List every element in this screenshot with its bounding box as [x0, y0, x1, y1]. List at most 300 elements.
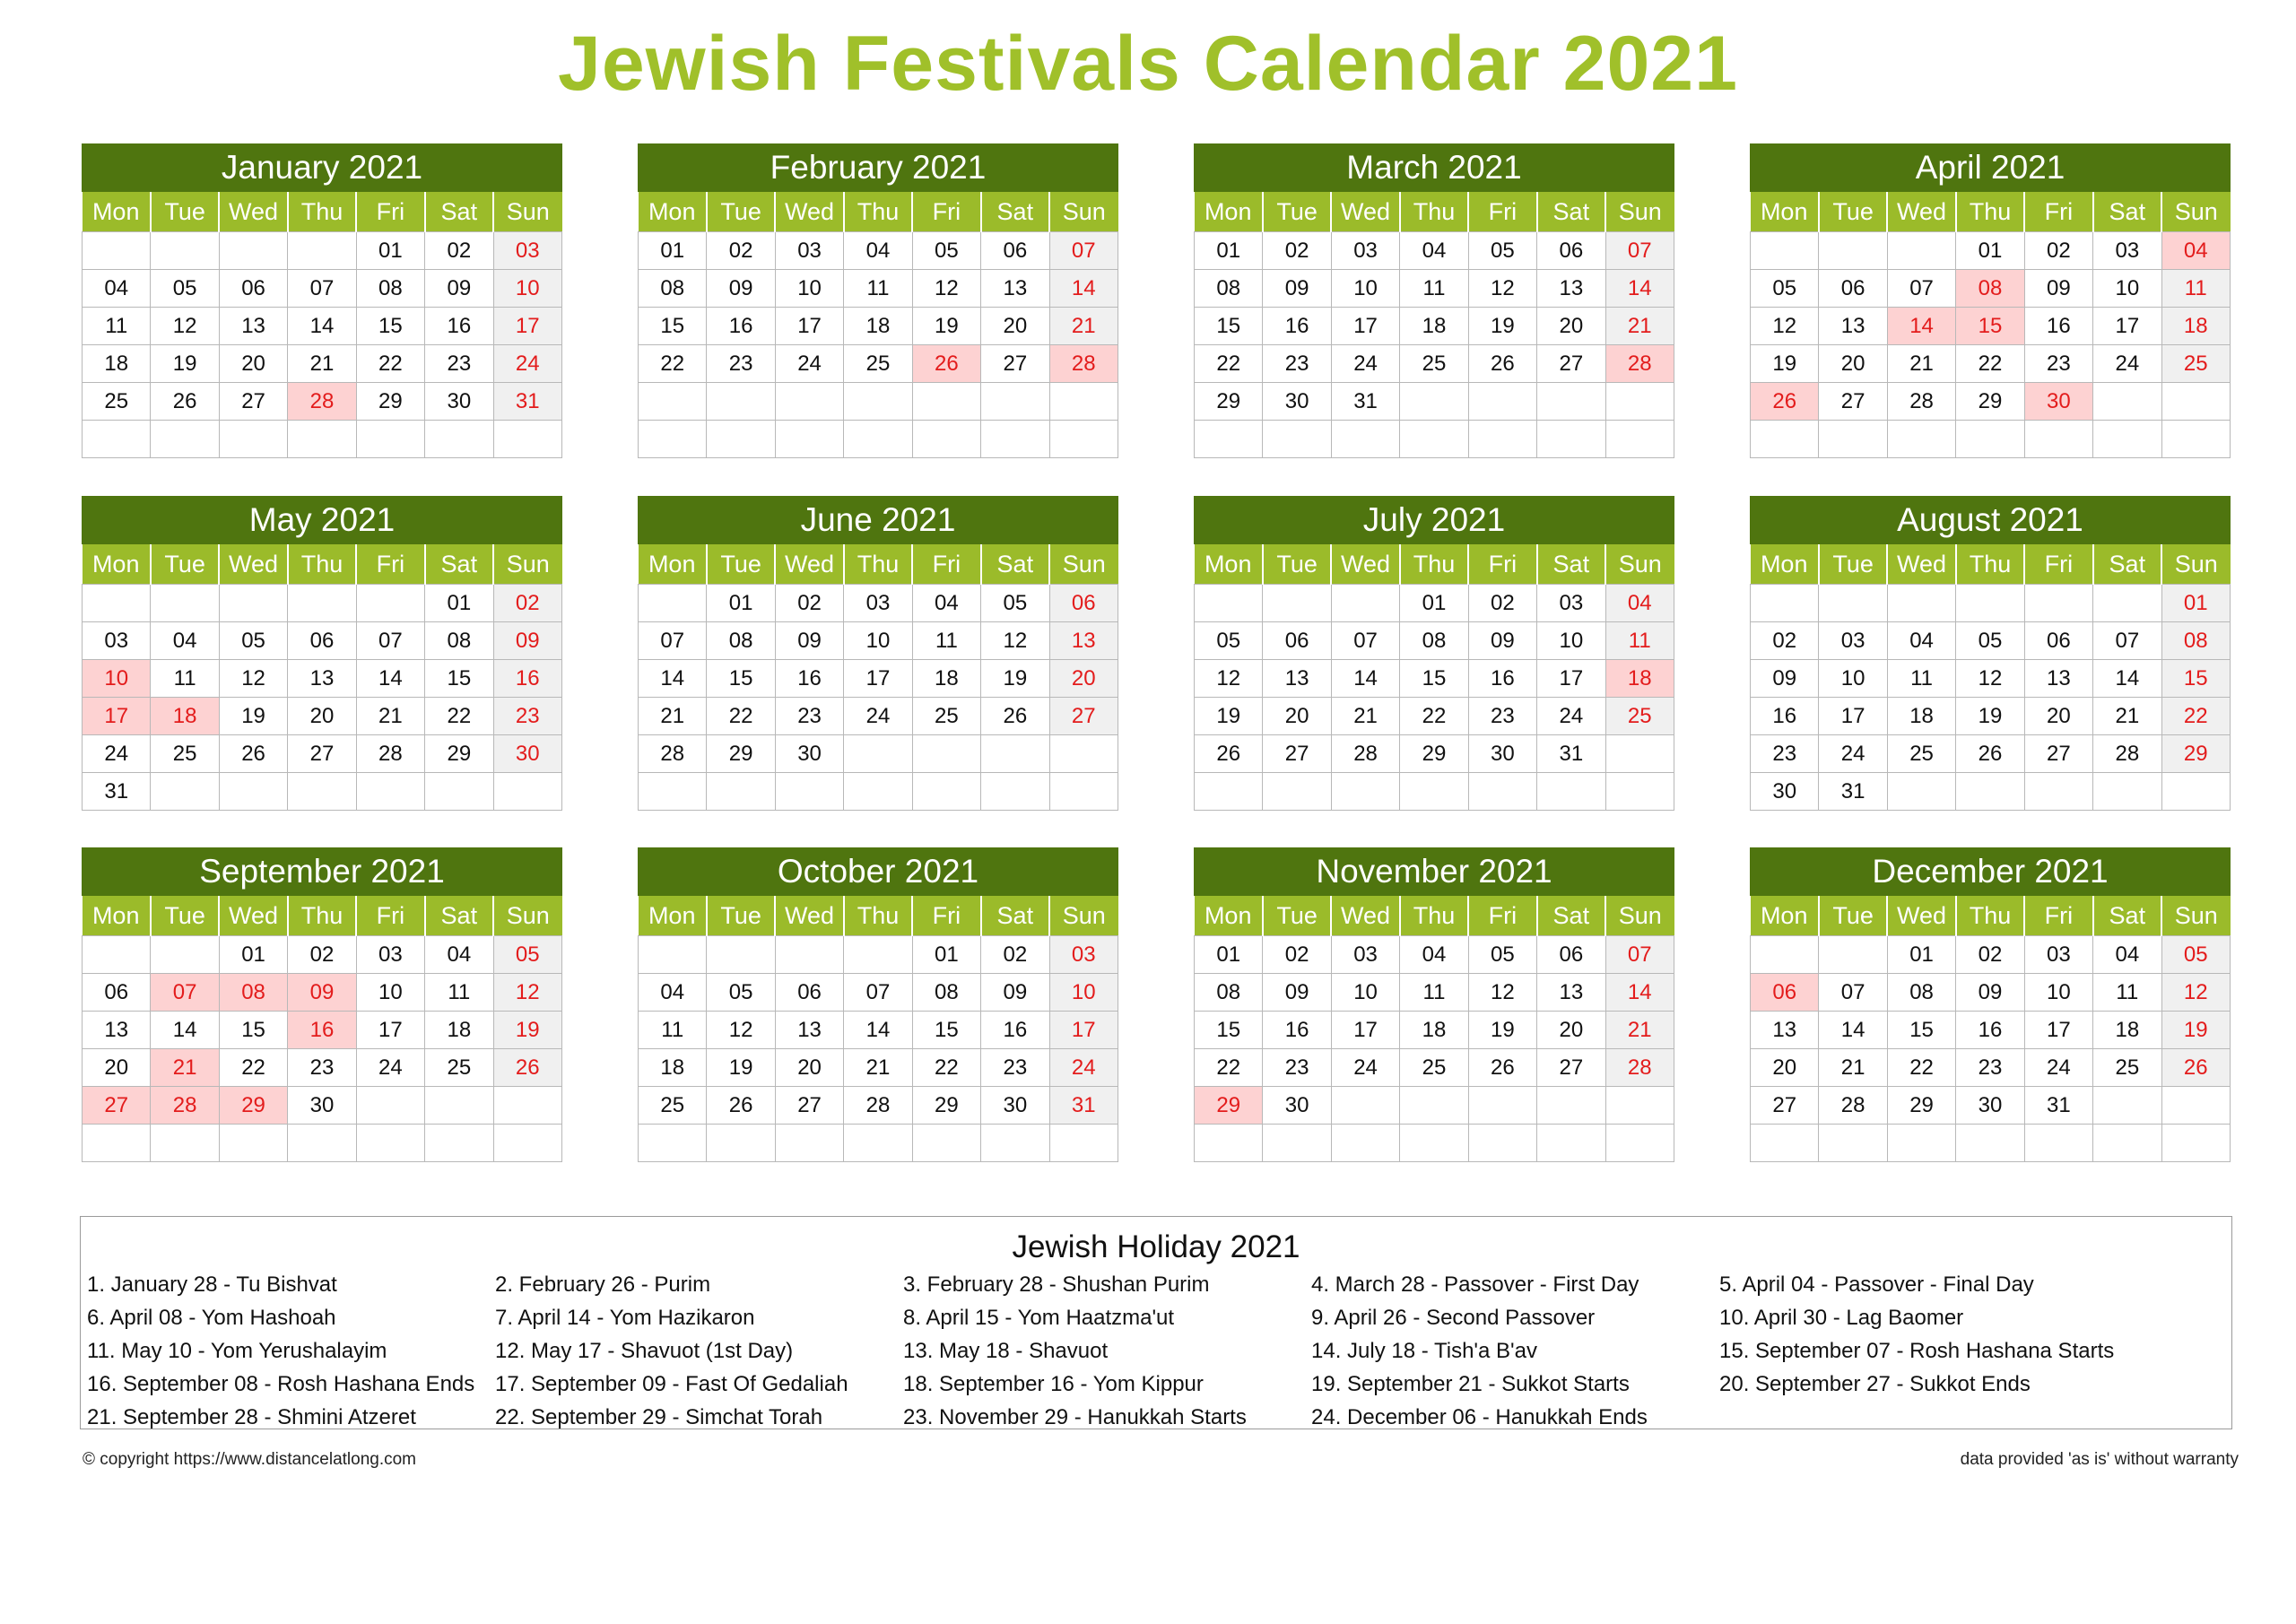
weekday-header: Sat: [425, 896, 493, 936]
empty-cell: [356, 421, 424, 458]
day-cell: 18: [1605, 660, 1674, 698]
day-cell: 05: [1956, 622, 2024, 660]
weekday-header: Sun: [1605, 192, 1674, 232]
day-cell: 29: [356, 383, 424, 421]
weekday-header: Wed: [219, 896, 287, 936]
day-cell: 10: [1819, 660, 1887, 698]
day-cell: 26: [1468, 345, 1536, 383]
empty-cell: [1956, 421, 2024, 458]
month-calendar: [1750, 847, 2231, 1162]
day-cell: 30: [2024, 383, 2092, 421]
day-cell: 12: [1751, 308, 1819, 345]
empty-cell: [2161, 383, 2230, 421]
day-cell: 27: [1263, 735, 1331, 773]
holiday-list-title: Jewish Holiday 2021: [1012, 1229, 1300, 1264]
weekday-header: Fri: [2024, 896, 2092, 936]
day-cell: 03: [1331, 936, 1399, 974]
day-cell: 20: [219, 345, 287, 383]
day-cell: 24: [1537, 698, 1605, 735]
day-cell: 21: [151, 1049, 219, 1087]
weekday-header: Wed: [775, 192, 843, 232]
day-cell: 26: [1468, 1049, 1536, 1087]
day-cell: 21: [1819, 1049, 1887, 1087]
weekday-header: Sun: [1605, 544, 1674, 585]
day-cell: 13: [288, 660, 356, 698]
weekday-header: Thu: [1400, 544, 1468, 585]
day-cell: 12: [1195, 660, 1263, 698]
empty-cell: [1400, 383, 1468, 421]
day-cell: 02: [981, 936, 1049, 974]
day-cell: 09: [775, 622, 843, 660]
weekday-header: Sun: [2161, 192, 2230, 232]
day-cell: 12: [151, 308, 219, 345]
day-cell: 19: [1956, 698, 2024, 735]
day-cell: 22: [1195, 1049, 1263, 1087]
empty-cell: [1195, 421, 1263, 458]
day-cell: 19: [151, 345, 219, 383]
weekday-header: Thu: [288, 544, 356, 585]
day-cell: 19: [707, 1049, 775, 1087]
day-cell: 10: [493, 270, 561, 308]
day-cell: 30: [288, 1087, 356, 1125]
day-cell: 05: [1195, 622, 1263, 660]
month-title: July 2021: [1194, 496, 1674, 544]
day-cell: 17: [493, 308, 561, 345]
day-cell: 19: [981, 660, 1049, 698]
day-cell: 14: [844, 1012, 912, 1049]
empty-cell: [1887, 585, 1955, 622]
day-cell: 03: [83, 622, 151, 660]
day-cell: 22: [2161, 698, 2230, 735]
weekday-header: Thu: [1956, 192, 2024, 232]
day-cell: 08: [1956, 270, 2024, 308]
day-cell: 02: [1751, 622, 1819, 660]
day-cell: 03: [1331, 232, 1399, 270]
day-cell: 01: [356, 232, 424, 270]
day-cell: 17: [1049, 1012, 1118, 1049]
weekday-header: Wed: [219, 192, 287, 232]
day-cell: 24: [493, 345, 561, 383]
day-cell: 27: [1819, 383, 1887, 421]
weekday-header: Wed: [1887, 192, 1955, 232]
day-cell: 06: [288, 622, 356, 660]
day-cell: 13: [83, 1012, 151, 1049]
day-cell: 23: [981, 1049, 1049, 1087]
day-cell: 05: [912, 232, 980, 270]
empty-cell: [83, 936, 151, 974]
empty-cell: [356, 1087, 424, 1125]
day-cell: 12: [912, 270, 980, 308]
empty-cell: [219, 1125, 287, 1162]
empty-cell: [1537, 383, 1605, 421]
day-cell: 17: [83, 698, 151, 735]
day-cell: 23: [1263, 1049, 1331, 1087]
weekday-header: Tue: [1263, 192, 1331, 232]
empty-cell: [2161, 773, 2230, 811]
day-cell: 18: [1400, 308, 1468, 345]
weekday-header: Sun: [1049, 896, 1118, 936]
empty-cell: [1400, 1087, 1468, 1125]
weekday-header: Sun: [493, 544, 561, 585]
empty-cell: [2161, 421, 2230, 458]
day-cell: 07: [1605, 232, 1674, 270]
day-cell: 07: [2093, 622, 2161, 660]
empty-cell: [1537, 773, 1605, 811]
day-cell: 26: [707, 1087, 775, 1125]
month-title: January 2021: [82, 143, 562, 192]
day-cell: 26: [219, 735, 287, 773]
month-table: [1750, 896, 2231, 1162]
weekday-header: Tue: [1819, 896, 1887, 936]
holiday-item: 16. September 08 - Rosh Hashana Ends: [87, 1372, 475, 1396]
empty-cell: [1400, 773, 1468, 811]
day-cell: 24: [1819, 735, 1887, 773]
day-cell: 01: [219, 936, 287, 974]
weekday-header: Mon: [83, 544, 151, 585]
day-cell: 28: [151, 1087, 219, 1125]
day-cell: 27: [219, 383, 287, 421]
day-cell: 25: [2093, 1049, 2161, 1087]
empty-cell: [219, 585, 287, 622]
holiday-item: 17. September 09 - Fast Of Gedaliah: [495, 1372, 848, 1396]
day-cell: 25: [1400, 345, 1468, 383]
day-cell: 31: [1537, 735, 1605, 773]
empty-cell: [83, 1125, 151, 1162]
weekday-header: Wed: [1887, 896, 1955, 936]
empty-cell: [83, 421, 151, 458]
weekday-header: Tue: [151, 544, 219, 585]
day-cell: 14: [151, 1012, 219, 1049]
day-cell: 18: [1400, 1012, 1468, 1049]
holiday-item: 20. September 27 - Sukkot Ends: [1719, 1372, 2031, 1396]
weekday-header: Thu: [844, 896, 912, 936]
day-cell: 03: [1049, 936, 1118, 974]
day-cell: 06: [2024, 622, 2092, 660]
day-cell: 30: [1751, 773, 1819, 811]
day-cell: 01: [1195, 232, 1263, 270]
day-cell: 12: [2161, 974, 2230, 1012]
empty-cell: [1819, 1125, 1887, 1162]
month-table: [1194, 896, 1674, 1162]
empty-cell: [981, 383, 1049, 421]
empty-cell: [1605, 735, 1674, 773]
day-cell: 26: [2161, 1049, 2230, 1087]
day-cell: 29: [1195, 1087, 1263, 1125]
month-title: September 2021: [82, 847, 562, 896]
day-cell: 11: [151, 660, 219, 698]
day-cell: 18: [83, 345, 151, 383]
month-table: [82, 896, 562, 1162]
weekday-header: Sun: [2161, 896, 2230, 936]
month-title: March 2021: [1194, 143, 1674, 192]
day-cell: 30: [775, 735, 843, 773]
weekday-header: Mon: [639, 544, 707, 585]
empty-cell: [1751, 585, 1819, 622]
day-cell: 17: [2024, 1012, 2092, 1049]
empty-cell: [83, 585, 151, 622]
empty-cell: [981, 735, 1049, 773]
day-cell: 26: [1956, 735, 2024, 773]
day-cell: 05: [981, 585, 1049, 622]
day-cell: 02: [1468, 585, 1536, 622]
empty-cell: [1049, 735, 1118, 773]
day-cell: 06: [1751, 974, 1819, 1012]
day-cell: 31: [2024, 1087, 2092, 1125]
day-cell: 11: [912, 622, 980, 660]
day-cell: 08: [1195, 974, 1263, 1012]
day-cell: 11: [1400, 270, 1468, 308]
day-cell: 15: [1956, 308, 2024, 345]
day-cell: 14: [1887, 308, 1955, 345]
weekday-header: Tue: [1819, 544, 1887, 585]
day-cell: 18: [151, 698, 219, 735]
empty-cell: [1605, 773, 1674, 811]
day-cell: 31: [1049, 1087, 1118, 1125]
empty-cell: [356, 1125, 424, 1162]
empty-cell: [2093, 773, 2161, 811]
day-cell: 20: [2024, 698, 2092, 735]
day-cell: 07: [1049, 232, 1118, 270]
day-cell: 17: [356, 1012, 424, 1049]
day-cell: 23: [288, 1049, 356, 1087]
empty-cell: [1887, 421, 1955, 458]
day-cell: 29: [1400, 735, 1468, 773]
day-cell: 19: [2161, 1012, 2230, 1049]
empty-cell: [288, 232, 356, 270]
empty-cell: [1049, 421, 1118, 458]
holiday-item: 10. April 30 - Lag Baomer: [1719, 1306, 1964, 1330]
empty-cell: [288, 421, 356, 458]
day-cell: 11: [2161, 270, 2230, 308]
day-cell: 25: [151, 735, 219, 773]
empty-cell: [288, 773, 356, 811]
weekday-header: Wed: [775, 544, 843, 585]
day-cell: 08: [1195, 270, 1263, 308]
weekday-header: Fri: [1468, 192, 1536, 232]
day-cell: 03: [844, 585, 912, 622]
day-cell: 14: [356, 660, 424, 698]
day-cell: 10: [1331, 270, 1399, 308]
day-cell: 28: [1819, 1087, 1887, 1125]
empty-cell: [2093, 1087, 2161, 1125]
day-cell: 09: [707, 270, 775, 308]
month-title: February 2021: [638, 143, 1118, 192]
day-cell: 31: [83, 773, 151, 811]
day-cell: 22: [425, 698, 493, 735]
day-cell: 20: [288, 698, 356, 735]
weekday-header: Mon: [83, 896, 151, 936]
month-calendar: [638, 143, 1118, 458]
day-cell: 13: [775, 1012, 843, 1049]
empty-cell: [2093, 1125, 2161, 1162]
day-cell: 20: [1049, 660, 1118, 698]
day-cell: 03: [1537, 585, 1605, 622]
weekday-header: Mon: [1195, 192, 1263, 232]
day-cell: 02: [493, 585, 561, 622]
weekday-header: Wed: [219, 544, 287, 585]
day-cell: 02: [1263, 936, 1331, 974]
weekday-header: Tue: [1263, 896, 1331, 936]
weekday-header: Sun: [2161, 544, 2230, 585]
day-cell: 27: [1049, 698, 1118, 735]
day-cell: 08: [1887, 974, 1955, 1012]
empty-cell: [1049, 1125, 1118, 1162]
day-cell: 04: [2093, 936, 2161, 974]
day-cell: 04: [912, 585, 980, 622]
day-cell: 06: [981, 232, 1049, 270]
day-cell: 21: [356, 698, 424, 735]
day-cell: 05: [2161, 936, 2230, 974]
empty-cell: [775, 421, 843, 458]
empty-cell: [2093, 585, 2161, 622]
day-cell: 05: [151, 270, 219, 308]
empty-cell: [151, 585, 219, 622]
day-cell: 20: [981, 308, 1049, 345]
day-cell: 12: [219, 660, 287, 698]
day-cell: 25: [1605, 698, 1674, 735]
empty-cell: [1049, 383, 1118, 421]
day-cell: 13: [219, 308, 287, 345]
day-cell: 07: [1887, 270, 1955, 308]
day-cell: 03: [2093, 232, 2161, 270]
day-cell: 07: [1605, 936, 1674, 974]
holiday-item: 4. March 28 - Passover - First Day: [1311, 1272, 1639, 1297]
empty-cell: [981, 1125, 1049, 1162]
month-calendar: [1750, 496, 2231, 811]
day-cell: 20: [83, 1049, 151, 1087]
day-cell: 18: [2093, 1012, 2161, 1049]
day-cell: 10: [2093, 270, 2161, 308]
day-cell: 27: [981, 345, 1049, 383]
day-cell: 16: [1751, 698, 1819, 735]
day-cell: 10: [775, 270, 843, 308]
day-cell: 17: [1819, 698, 1887, 735]
day-cell: 22: [639, 345, 707, 383]
day-cell: 22: [1887, 1049, 1955, 1087]
weekday-header: Sat: [1537, 544, 1605, 585]
day-cell: 20: [1537, 308, 1605, 345]
day-cell: 25: [2161, 345, 2230, 383]
empty-cell: [493, 421, 561, 458]
day-cell: 30: [981, 1087, 1049, 1125]
day-cell: 09: [1468, 622, 1536, 660]
empty-cell: [1956, 773, 2024, 811]
weekday-header: Sat: [2093, 192, 2161, 232]
day-cell: 26: [912, 345, 980, 383]
weekday-header: Fri: [912, 896, 980, 936]
day-cell: 09: [1751, 660, 1819, 698]
month-title: December 2021: [1750, 847, 2231, 896]
day-cell: 20: [1819, 345, 1887, 383]
weekday-header: Mon: [1195, 896, 1263, 936]
day-cell: 17: [1331, 308, 1399, 345]
day-cell: 27: [1537, 345, 1605, 383]
empty-cell: [1263, 1125, 1331, 1162]
day-cell: 24: [2024, 1049, 2092, 1087]
empty-cell: [844, 936, 912, 974]
empty-cell: [1537, 1125, 1605, 1162]
holiday-item: 1. January 28 - Tu Bishvat: [87, 1272, 337, 1297]
day-cell: 13: [981, 270, 1049, 308]
day-cell: 08: [639, 270, 707, 308]
day-cell: 01: [1400, 585, 1468, 622]
holiday-item: 19. September 21 - Sukkot Starts: [1311, 1372, 1630, 1396]
day-cell: 05: [493, 936, 561, 974]
day-cell: 28: [1887, 383, 1955, 421]
weekday-header: Sun: [493, 896, 561, 936]
day-cell: 14: [1819, 1012, 1887, 1049]
day-cell: 16: [288, 1012, 356, 1049]
month-calendar: [1750, 143, 2231, 458]
day-cell: 15: [1887, 1012, 1955, 1049]
empty-cell: [425, 773, 493, 811]
day-cell: 26: [1195, 735, 1263, 773]
holiday-item: 23. November 29 - Hanukkah Starts: [903, 1405, 1247, 1429]
day-cell: 28: [2093, 735, 2161, 773]
copyright-text: © copyright https://www.distancelatlong.com: [83, 1450, 417, 1469]
weekday-header: Sun: [1049, 192, 1118, 232]
day-cell: 05: [1468, 936, 1536, 974]
month-table: [638, 192, 1118, 458]
day-cell: 04: [1400, 232, 1468, 270]
day-cell: 10: [2024, 974, 2092, 1012]
day-cell: 17: [2093, 308, 2161, 345]
weekday-header: Sat: [2093, 544, 2161, 585]
weekday-header: Thu: [1400, 896, 1468, 936]
day-cell: 07: [844, 974, 912, 1012]
day-cell: 16: [775, 660, 843, 698]
day-cell: 10: [1049, 974, 1118, 1012]
day-cell: 06: [1263, 622, 1331, 660]
empty-cell: [1331, 773, 1399, 811]
empty-cell: [1751, 936, 1819, 974]
empty-cell: [493, 1125, 561, 1162]
day-cell: 09: [1263, 974, 1331, 1012]
empty-cell: [356, 585, 424, 622]
holiday-item: 2. February 26 - Purim: [495, 1272, 711, 1297]
day-cell: 23: [425, 345, 493, 383]
empty-cell: [1887, 773, 1955, 811]
empty-cell: [1468, 383, 1536, 421]
day-cell: 30: [425, 383, 493, 421]
weekday-header: Tue: [151, 896, 219, 936]
holiday-item: 12. May 17 - Shavuot (1st Day): [495, 1339, 794, 1363]
day-cell: 04: [639, 974, 707, 1012]
empty-cell: [1956, 585, 2024, 622]
empty-cell: [707, 773, 775, 811]
day-cell: 03: [2024, 936, 2092, 974]
day-cell: 16: [425, 308, 493, 345]
empty-cell: [2024, 773, 2092, 811]
day-cell: 30: [493, 735, 561, 773]
day-cell: 14: [1049, 270, 1118, 308]
weekday-header: Fri: [1468, 896, 1536, 936]
month-calendar: [82, 496, 562, 811]
day-cell: 06: [775, 974, 843, 1012]
day-cell: 11: [639, 1012, 707, 1049]
holiday-item: 24. December 06 - Hanukkah Ends: [1311, 1405, 1648, 1429]
empty-cell: [981, 421, 1049, 458]
day-cell: 17: [1537, 660, 1605, 698]
day-cell: 24: [1331, 345, 1399, 383]
empty-cell: [1537, 1087, 1605, 1125]
empty-cell: [1400, 1125, 1468, 1162]
empty-cell: [1605, 1125, 1674, 1162]
day-cell: 05: [707, 974, 775, 1012]
empty-cell: [1956, 1125, 2024, 1162]
day-cell: 01: [1195, 936, 1263, 974]
empty-cell: [151, 421, 219, 458]
